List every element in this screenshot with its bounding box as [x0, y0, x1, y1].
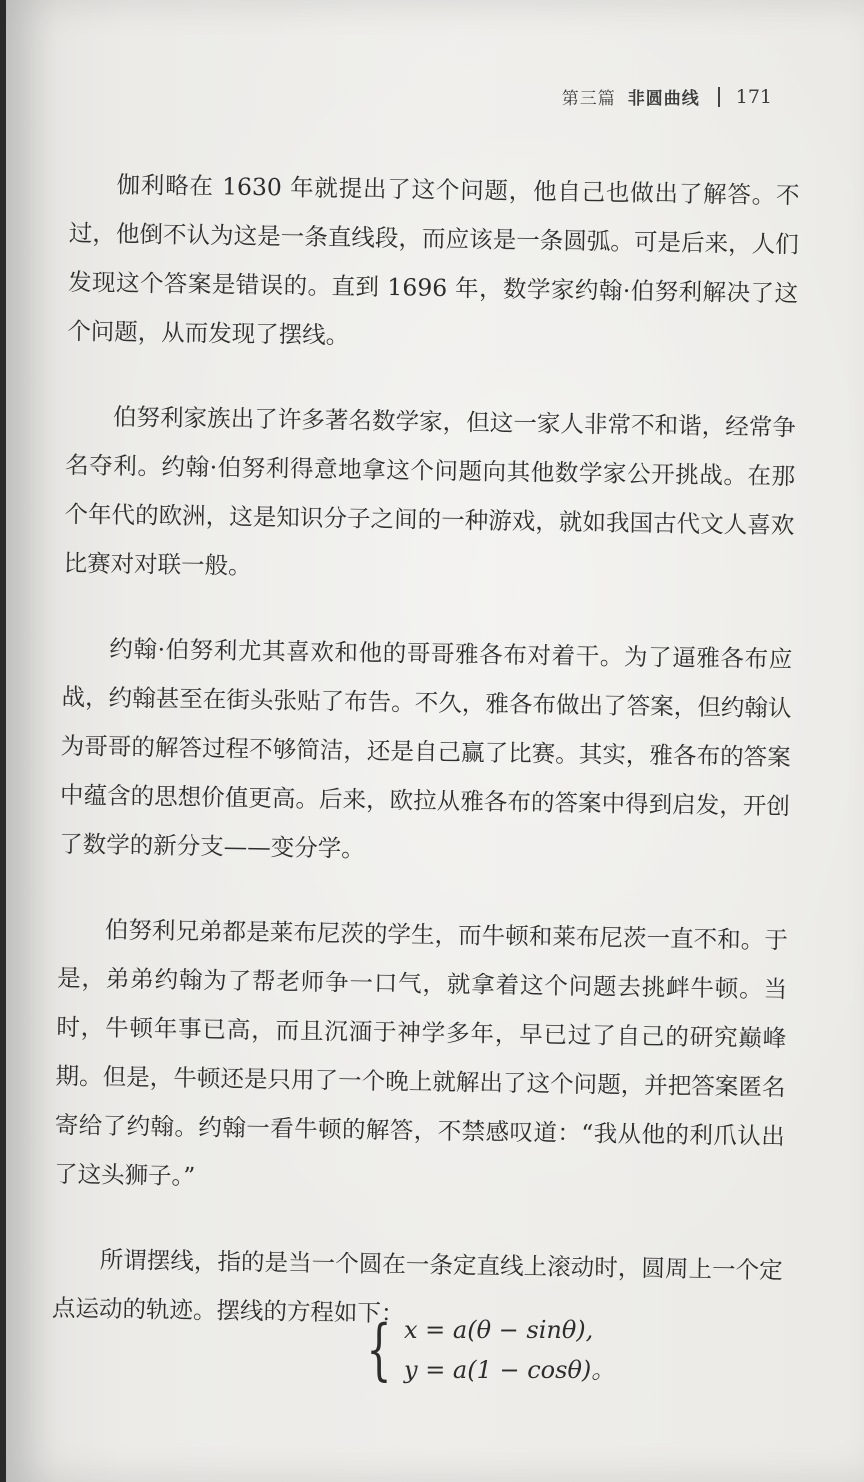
chapter-title: 非圆曲线: [627, 89, 700, 109]
paragraph-bernoulli-family: 伯努利家族出了许多著名数学家，但这一家人非常不和谐，经常争名夺利。约翰·伯努利得意地拿这个问题向其他数学家公开挑战。在那个年代的欧洲，这是知识分子之间的一种游戏，就如我国古代文人喜欢比赛对对联一般。: [63, 402, 797, 580]
body-text: [51, 160, 800, 1380]
book-page: [6, 0, 864, 1482]
paragraph-newton: 伯努利兄弟都是莱布尼茨的学生，而牛顿和莱布尼茨一直不和。于是，弟弟约翰为了帮老师争一口气，就拿着这个问题去挑衅牛顿。当时，牛顿年事已高，而且沉湎于神学多年，早已过了自己的研究巅峰期。但是，牛顿还是只用了一个晚上就解出了这个问题，并把答案匿名寄给了约翰。约翰一看牛顿的解答，不禁感叹道：“我从他的利爪认出了这头狮子。”: [53, 915, 789, 1191]
paragraph-cycloid-definition: 所谓摆线，指的是当一个圆在一条定直线上滚动时，圆周上一个定点运动的轨迹。摆线的方程如下：: [51, 1245, 783, 1328]
equation-y: y = a(1 − cosθ)。: [404, 1356, 616, 1384]
left-brace-icon: {: [366, 1311, 392, 1388]
header-divider: [718, 87, 720, 107]
running-header: [562, 84, 772, 109]
page-number: 171: [735, 85, 772, 108]
part-label: 第三篇: [561, 89, 616, 109]
paragraph-jacob: 约翰·伯努利尤其喜欢和他的哥哥雅各布对着干。为了逼雅各布应战，约翰甚至在街头张贴了布告。不久，雅各布做出了答案，但约翰认为哥哥的解答过程不够简洁，还是自己赢了比赛。其实，雅各布的答案中蕴含的思想价值更高。后来，欧拉从雅各布的答案中得到启发，开创了数学的新分支——变分学。: [59, 634, 793, 863]
equation-x: x = a(θ − sinθ),: [404, 1316, 594, 1344]
cycloid-equation: [358, 1310, 615, 1390]
paragraph-galileo: 伽利略在 1630 年就提出了这个问题，他自己也做出了解答。不过，他倒不认为这是一条直线段，而应该是一条圆弧。可是后来，人们发现这个答案是错误的。直到 1696 年，数学家约翰·伯努利解决了这个问题，从而发现了摆线。: [67, 170, 800, 350]
